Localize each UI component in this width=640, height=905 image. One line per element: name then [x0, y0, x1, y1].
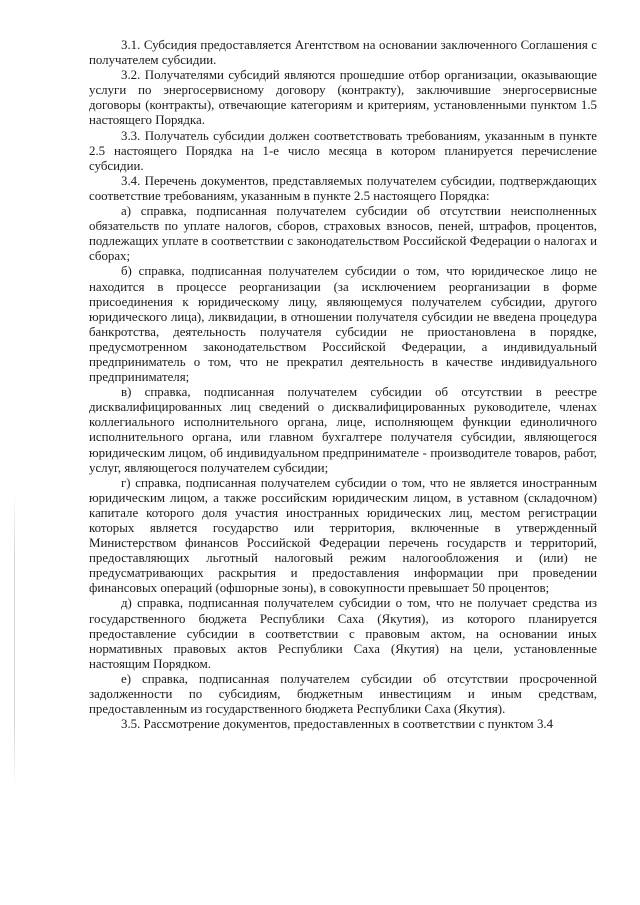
document-page: [89, 38, 597, 732]
item-e: е) справка, подписанная получателем субсидии об отсутствии просроченной задолженности по субсидиям, бюджетным инвестициям и иным средствам, предоставленным из государственного бюджета Республики Саха (Якутия).: [89, 671, 597, 717]
paragraph-3-1: 3.1. Субсидия предоставляется Агентством на основании заключенного Соглашения с получателем субсидии.: [89, 38, 597, 68]
item-b: б) справка, подписанная получателем субсидии о том, что юридическое лицо не находится в процессе реорганизации (за исключением реорганизации в форме присоединения к юридическому лицу, являющемуся получателем субсидии, другого юридического лица), ликвидации, в отношении получателя субсидии не введена процедура банкротства, деятельность получателя субсидии не приостановлена в порядке, предусмотренном законодательством Российской Федерации, а индивидуальный предприниматель о том, что не прекратил деятельность в качестве индивидуального предпринимателя;: [89, 264, 597, 385]
paragraph-3-3: 3.3. Получатель субсидии должен соответствовать требованиям, указанным в пункте 2.5 настоящего Порядка на 1-е число месяца в котором планируется перечисление субсидии.: [89, 128, 597, 173]
paragraph-3-2: 3.2. Получателями субсидий являются прошедшие отбор организации, оказывающие услуги по энергосервисному договору (контракту), заключившие энергосервисные договоры (контракты), отвечающие категориям и критериям, установленными пунктом 1.5 настоящего Порядка.: [89, 68, 597, 128]
item-a: а) справка, подписанная получателем субсидии об отсутствии неисполненных обязательств по уплате налогов, сборов, страховых взносов, пеней, штрафов, процентов, подлежащих уплате в соответствии с законодательством Российской Федерации о налогах и сборах;: [89, 204, 597, 264]
item-v: в) справка, подписанная получателем субсидии об отсутствии в реестре дисквалифицированных лиц сведений о дисквалифицированных руководителе, членах коллегиального исполнительного органа, лице, исполняющем функции единоличного исполнительного органа, или главном бухгалтере получателя субсидии, являющегося юридическим лицом, об индивидуальном предпринимателе - производителе товаров, работ, услуг, являющегося получателем субсидии;: [89, 385, 597, 475]
paragraph-3-5: 3.5. Рассмотрение документов, предоставленных в соответствии с пунктом 3.4: [121, 717, 554, 732]
item-d: д) справка, подписанная получателем субсидии о том, что не получает средства из государственного бюджета Республики Саха (Якутия), из которого планируется предоставление субсидии в соответствии с правовым актом, на основании иных нормативных правовых актов Республики Саха (Якутия) на цели, установленные настоящим Порядком.: [89, 596, 597, 671]
item-g: г) справка, подписанная получателем субсидии о том, что не является иностранным юридическим лицом, а также российским юридическим лицом, в уставном (складочном) капитале которого доля участия иностранных юридических лиц, местом регистрации которых является государство или территория, включенные в утвержденный Министерством финансов Российской Федерации перечень государств и территорий, предоставляющих льготный налоговый режим налогообложения и (или) не предусматривающих раскрытия и предоставления информации при проведении финансовых операций (офшорные зоны), в совокупности превышает 50 процентов;: [89, 475, 597, 596]
paragraph-3-4: 3.4. Перечень документов, представляемых получателем субсидии, подтверждающих соответствие требованиям, указанным в пункте 2.5 настоящего Порядка:: [89, 173, 597, 203]
scan-edge-line: [14, 490, 15, 790]
